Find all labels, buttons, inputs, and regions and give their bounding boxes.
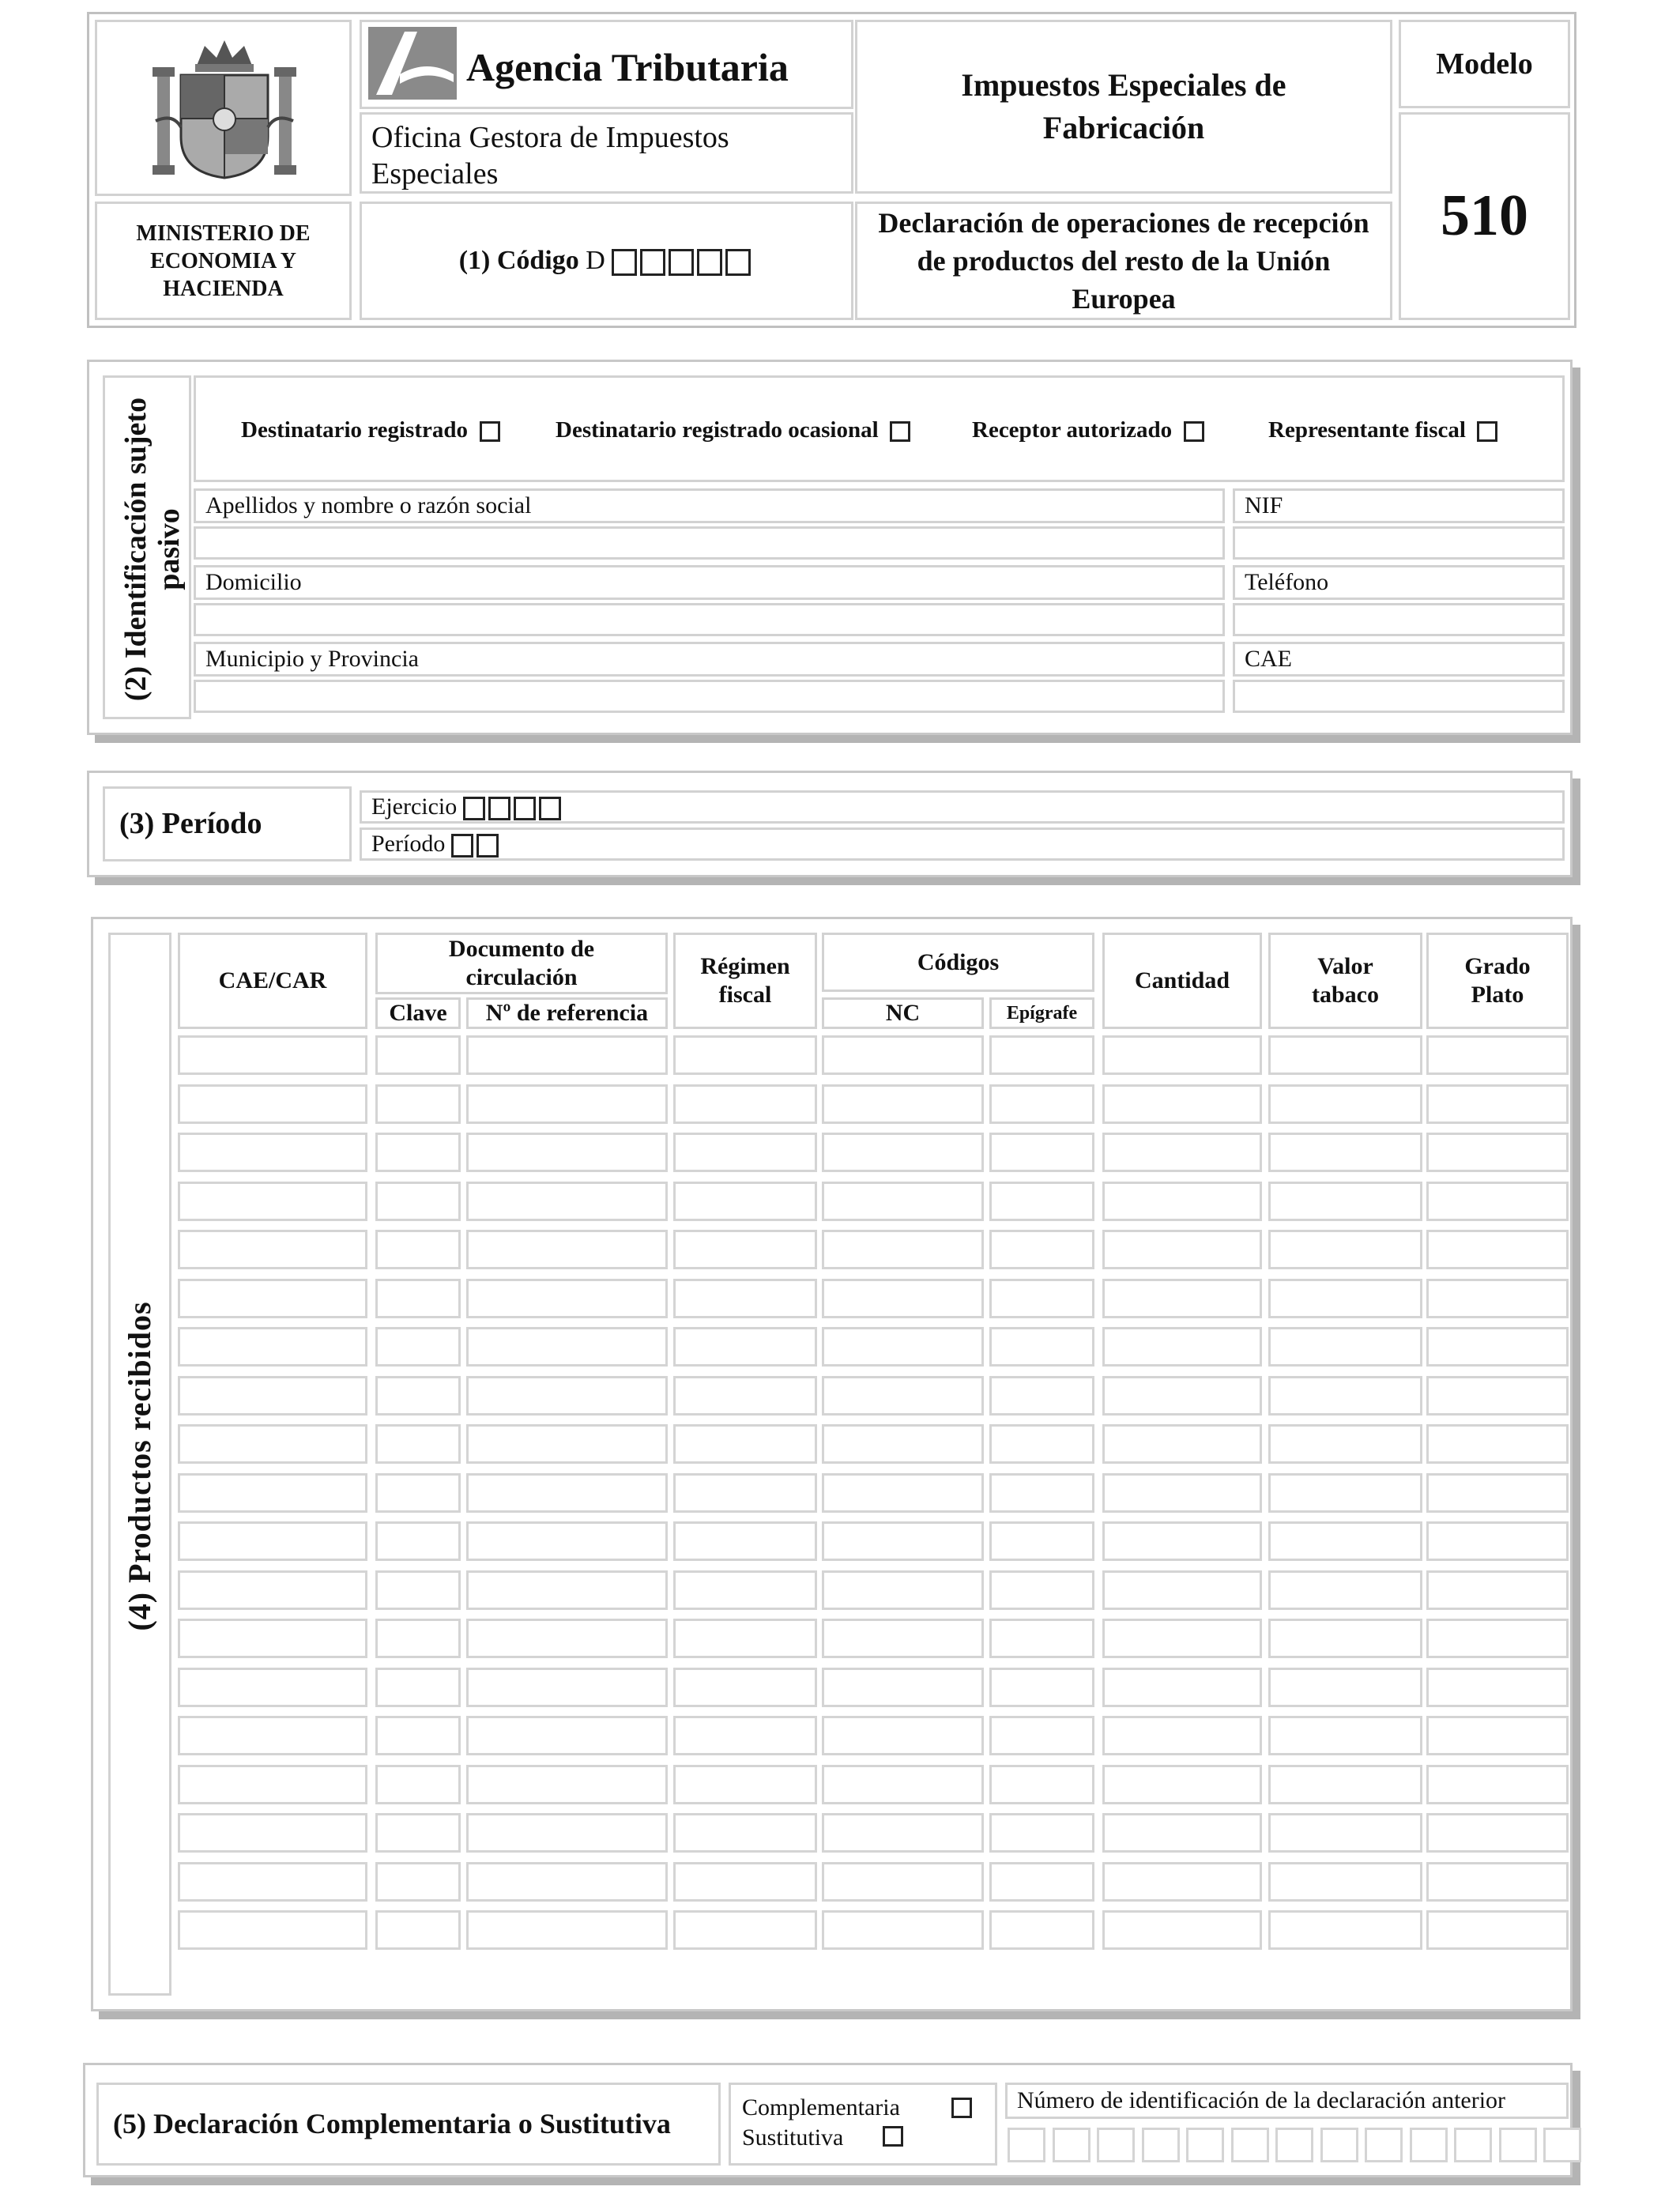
product-cell-nc[interactable] bbox=[822, 1473, 984, 1513]
codigo-digit-box[interactable] bbox=[640, 249, 665, 276]
product-cell-clave[interactable] bbox=[375, 1230, 461, 1269]
product-cell-epigrafe[interactable] bbox=[989, 1619, 1094, 1658]
product-cell-valor-tabaco[interactable] bbox=[1268, 1182, 1422, 1221]
product-cell-regimen[interactable] bbox=[673, 1035, 817, 1075]
checkbox[interactable] bbox=[890, 421, 910, 442]
numero-digit-box[interactable] bbox=[1053, 2128, 1090, 2162]
product-cell-clave[interactable] bbox=[375, 1570, 461, 1610]
declaration-title: Declaración de operaciones de recepción de productos del resto de la Unión Europea bbox=[878, 207, 1369, 315]
product-cell-nc[interactable] bbox=[822, 1327, 984, 1367]
product-cell-clave[interactable] bbox=[375, 1084, 461, 1124]
product-cell-grado-plato[interactable] bbox=[1426, 1327, 1569, 1367]
product-cell-cantidad[interactable] bbox=[1102, 1668, 1262, 1707]
product-cell-regimen[interactable] bbox=[673, 1182, 817, 1221]
section3-title-cell bbox=[103, 786, 352, 861]
name-label-cell bbox=[194, 488, 1225, 523]
product-cell-cae-car[interactable] bbox=[178, 1765, 367, 1804]
option-destinatario-ocasional[interactable]: Destinatario registrado ocasional bbox=[556, 417, 910, 443]
numero-digit-box[interactable] bbox=[1499, 2128, 1537, 2162]
product-cell-nc[interactable] bbox=[822, 1230, 984, 1269]
office-name: Oficina Gestora de Impuestos Especiales bbox=[371, 121, 729, 190]
nif-label-cell bbox=[1233, 488, 1565, 523]
section3-title: (3) Período bbox=[119, 807, 262, 840]
product-cell-clave[interactable] bbox=[375, 1521, 461, 1561]
codigo-digit-box[interactable] bbox=[697, 249, 722, 276]
product-cell-valor-tabaco[interactable] bbox=[1268, 1813, 1422, 1853]
product-cell-regimen[interactable] bbox=[673, 1473, 817, 1513]
product-cell-valor-tabaco[interactable] bbox=[1268, 1619, 1422, 1658]
product-cell-cae-car[interactable] bbox=[178, 1668, 367, 1707]
product-cell-regimen[interactable] bbox=[673, 1376, 817, 1416]
product-cell-nc[interactable] bbox=[822, 1910, 984, 1950]
nif-label: NIF bbox=[1245, 492, 1283, 518]
header-clave: Clave bbox=[375, 997, 461, 1029]
product-cell-grado-plato[interactable] bbox=[1426, 1424, 1569, 1464]
numero-digit-box[interactable] bbox=[1097, 2128, 1135, 2162]
product-cell-nc[interactable] bbox=[822, 1813, 984, 1853]
product-cell-cae-car[interactable] bbox=[178, 1084, 367, 1124]
product-cell-valor-tabaco[interactable] bbox=[1268, 1521, 1422, 1561]
product-cell-clave[interactable] bbox=[375, 1182, 461, 1221]
product-cell-cae-car[interactable] bbox=[178, 1327, 367, 1367]
header-referencia: Nº de referencia bbox=[466, 997, 668, 1029]
product-cell-referencia[interactable] bbox=[466, 1910, 668, 1950]
product-cell-cantidad[interactable] bbox=[1102, 1133, 1262, 1172]
product-cell-grado-plato[interactable] bbox=[1426, 1619, 1569, 1658]
product-cell-cantidad[interactable] bbox=[1102, 1910, 1262, 1950]
numero-digit-box[interactable] bbox=[1186, 2128, 1224, 2162]
product-cell-cantidad[interactable] bbox=[1102, 1084, 1262, 1124]
product-cell-cae-car[interactable] bbox=[178, 1619, 367, 1658]
section4-title: (4) Productos recibidos bbox=[122, 1301, 157, 1631]
product-cell-referencia[interactable] bbox=[466, 1424, 668, 1464]
numero-digit-box[interactable] bbox=[1454, 2128, 1492, 2162]
product-cell-clave[interactable] bbox=[375, 1424, 461, 1464]
municipio-input[interactable] bbox=[194, 680, 1225, 713]
product-cell-regimen[interactable] bbox=[673, 1084, 817, 1124]
product-cell-cantidad[interactable] bbox=[1102, 1813, 1262, 1853]
product-cell-nc[interactable] bbox=[822, 1521, 984, 1561]
product-cell-grado-plato[interactable] bbox=[1426, 1862, 1569, 1902]
option-receptor-autorizado[interactable]: Receptor autorizado bbox=[972, 417, 1204, 443]
product-cell-clave[interactable] bbox=[375, 1133, 461, 1172]
agency-logo-cell bbox=[360, 20, 853, 109]
cae-label-cell bbox=[1233, 642, 1565, 677]
section2-title: (2) Identificación sujeto pasivo bbox=[119, 397, 186, 702]
product-cell-epigrafe[interactable] bbox=[989, 1570, 1094, 1610]
numero-digit-box[interactable] bbox=[1543, 2128, 1581, 2162]
numero-digit-box[interactable] bbox=[1275, 2128, 1313, 2162]
product-cell-epigrafe[interactable] bbox=[989, 1473, 1094, 1513]
header-cantidad: Cantidad bbox=[1102, 933, 1262, 1029]
telefono-input[interactable] bbox=[1233, 603, 1565, 636]
product-cell-grado-plato[interactable] bbox=[1426, 1279, 1569, 1318]
product-cell-grado-plato[interactable] bbox=[1426, 1230, 1569, 1269]
product-cell-nc[interactable] bbox=[822, 1424, 984, 1464]
product-cell-regimen[interactable] bbox=[673, 1230, 817, 1269]
tax-title: Impuestos Especiales de Fabricación bbox=[961, 67, 1286, 145]
product-cell-referencia[interactable] bbox=[466, 1133, 668, 1172]
header-regimen: Régimen fiscal bbox=[673, 933, 817, 1029]
product-cell-valor-tabaco[interactable] bbox=[1268, 1862, 1422, 1902]
periodo-digit-box[interactable] bbox=[451, 834, 473, 858]
product-cell-cantidad[interactable] bbox=[1102, 1473, 1262, 1513]
header-documento: Documento de circulación bbox=[375, 933, 668, 994]
product-cell-clave[interactable] bbox=[375, 1862, 461, 1902]
product-cell-cae-car[interactable] bbox=[178, 1716, 367, 1755]
product-cell-cantidad[interactable] bbox=[1102, 1376, 1262, 1416]
product-cell-clave[interactable] bbox=[375, 1279, 461, 1318]
ejercicio-digit-box[interactable] bbox=[539, 797, 561, 820]
product-cell-referencia[interactable] bbox=[466, 1716, 668, 1755]
product-cell-cae-car[interactable] bbox=[178, 1230, 367, 1269]
header-valor-tabaco: Valor tabaco bbox=[1268, 933, 1422, 1029]
product-cell-regimen[interactable] bbox=[673, 1133, 817, 1172]
product-cell-cantidad[interactable] bbox=[1102, 1570, 1262, 1610]
product-cell-nc[interactable] bbox=[822, 1279, 984, 1318]
product-cell-clave[interactable] bbox=[375, 1716, 461, 1755]
product-cell-nc[interactable] bbox=[822, 1570, 984, 1610]
product-cell-regimen[interactable] bbox=[673, 1521, 817, 1561]
product-cell-clave[interactable] bbox=[375, 1327, 461, 1367]
product-cell-nc[interactable] bbox=[822, 1376, 984, 1416]
product-cell-cantidad[interactable] bbox=[1102, 1862, 1262, 1902]
numero-digit-box[interactable] bbox=[1410, 2128, 1448, 2162]
agencia-tributaria-logo-icon bbox=[368, 27, 457, 100]
ministry-cell bbox=[95, 202, 352, 320]
telefono-label: Teléfono bbox=[1245, 569, 1329, 595]
product-cell-valor-tabaco[interactable] bbox=[1268, 1716, 1422, 1755]
product-cell-referencia[interactable] bbox=[466, 1279, 668, 1318]
option-destinatario-registrado[interactable]: Destinatario registrado bbox=[241, 417, 500, 443]
ministry-name: MINISTERIO DE ECONOMIA Y HACIENDA bbox=[136, 221, 311, 301]
codigo-digits[interactable] bbox=[612, 246, 754, 276]
product-cell-referencia[interactable] bbox=[466, 1376, 668, 1416]
product-cell-regimen[interactable] bbox=[673, 1279, 817, 1318]
product-cell-nc[interactable] bbox=[822, 1862, 984, 1902]
office-cell bbox=[360, 112, 853, 194]
product-cell-cantidad[interactable] bbox=[1102, 1279, 1262, 1318]
product-cell-regimen[interactable] bbox=[673, 1813, 817, 1853]
ejercicio-field[interactable] bbox=[360, 790, 1565, 824]
product-cell-grado-plato[interactable] bbox=[1426, 1035, 1569, 1075]
section5-title: (5) Declaración Complementaria o Sustitutiva bbox=[113, 2108, 671, 2139]
checkbox[interactable] bbox=[1184, 421, 1204, 442]
numero-identificacion-label-cell bbox=[1005, 2083, 1569, 2119]
product-cell-epigrafe[interactable] bbox=[989, 1862, 1094, 1902]
product-cell-grado-plato[interactable] bbox=[1426, 1910, 1569, 1950]
product-cell-referencia[interactable] bbox=[466, 1668, 668, 1707]
product-cell-nc[interactable] bbox=[822, 1084, 984, 1124]
domicilio-label: Domicilio bbox=[205, 569, 302, 595]
product-cell-epigrafe[interactable] bbox=[989, 1035, 1094, 1075]
product-cell-clave[interactable] bbox=[375, 1619, 461, 1658]
product-cell-referencia[interactable] bbox=[466, 1230, 668, 1269]
product-cell-epigrafe[interactable] bbox=[989, 1084, 1094, 1124]
municipio-label-cell bbox=[194, 642, 1225, 677]
periodo-digit-box[interactable] bbox=[477, 834, 499, 858]
product-cell-epigrafe[interactable] bbox=[989, 1765, 1094, 1804]
periodo-field[interactable] bbox=[360, 827, 1565, 861]
product-cell-cantidad[interactable] bbox=[1102, 1182, 1262, 1221]
product-cell-referencia[interactable] bbox=[466, 1570, 668, 1610]
checkbox[interactable] bbox=[883, 2126, 903, 2147]
product-cell-valor-tabaco[interactable] bbox=[1268, 1473, 1422, 1513]
product-cell-cae-car[interactable] bbox=[178, 1182, 367, 1221]
product-cell-valor-tabaco[interactable] bbox=[1268, 1424, 1422, 1464]
product-cell-nc[interactable] bbox=[822, 1133, 984, 1172]
product-cell-referencia[interactable] bbox=[466, 1473, 668, 1513]
product-cell-epigrafe[interactable] bbox=[989, 1424, 1094, 1464]
product-cell-valor-tabaco[interactable] bbox=[1268, 1668, 1422, 1707]
product-cell-valor-tabaco[interactable] bbox=[1268, 1230, 1422, 1269]
domicilio-input[interactable] bbox=[194, 603, 1225, 636]
name-input[interactable] bbox=[194, 526, 1225, 560]
product-cell-nc[interactable] bbox=[822, 1619, 984, 1658]
header-nc: NC bbox=[822, 997, 984, 1029]
periodo-label: Período bbox=[371, 831, 446, 857]
header-codigos: Códigos bbox=[822, 933, 1094, 992]
product-cell-valor-tabaco[interactable] bbox=[1268, 1910, 1422, 1950]
numero-digit-box[interactable] bbox=[1231, 2128, 1269, 2162]
product-cell-valor-tabaco[interactable] bbox=[1268, 1035, 1422, 1075]
product-cell-cae-car[interactable] bbox=[178, 1910, 367, 1950]
cae-input[interactable] bbox=[1233, 680, 1565, 713]
codigo-cell bbox=[360, 202, 853, 320]
codigo-digit-box[interactable] bbox=[669, 249, 694, 276]
ejercicio-digit-box[interactable] bbox=[463, 797, 485, 820]
sustitutiva-option[interactable]: Sustitutiva bbox=[742, 2123, 984, 2153]
product-cell-cae-car[interactable] bbox=[178, 1570, 367, 1610]
numero-digit-box[interactable] bbox=[1142, 2128, 1180, 2162]
product-cell-valor-tabaco[interactable] bbox=[1268, 1133, 1422, 1172]
product-cell-cae-car[interactable] bbox=[178, 1473, 367, 1513]
ejercicio-digit-box[interactable] bbox=[514, 797, 536, 820]
product-cell-grado-plato[interactable] bbox=[1426, 1765, 1569, 1804]
product-cell-nc[interactable] bbox=[822, 1182, 984, 1221]
product-cell-clave[interactable] bbox=[375, 1035, 461, 1075]
product-cell-valor-tabaco[interactable] bbox=[1268, 1765, 1422, 1804]
product-cell-cantidad[interactable] bbox=[1102, 1424, 1262, 1464]
ejercicio-digit-box[interactable] bbox=[488, 797, 510, 820]
section5-title-cell bbox=[96, 2083, 721, 2166]
product-cell-nc[interactable] bbox=[822, 1765, 984, 1804]
product-cell-regimen[interactable] bbox=[673, 1619, 817, 1658]
product-cell-grado-plato[interactable] bbox=[1426, 1133, 1569, 1172]
product-cell-epigrafe[interactable] bbox=[989, 1376, 1094, 1416]
product-cell-referencia[interactable] bbox=[466, 1182, 668, 1221]
nif-input[interactable] bbox=[1233, 526, 1565, 560]
product-cell-epigrafe[interactable] bbox=[989, 1813, 1094, 1853]
product-cell-epigrafe[interactable] bbox=[989, 1133, 1094, 1172]
product-cell-cantidad[interactable] bbox=[1102, 1327, 1262, 1367]
codigo-prefix: D bbox=[586, 246, 605, 275]
telefono-label-cell bbox=[1233, 565, 1565, 600]
product-cell-nc[interactable] bbox=[822, 1035, 984, 1075]
numero-digit-box[interactable] bbox=[1365, 2128, 1403, 2162]
header-epigrafe: Epígrafe bbox=[989, 997, 1094, 1029]
product-cell-referencia[interactable] bbox=[466, 1862, 668, 1902]
complementaria-option[interactable]: Complementaria bbox=[742, 2093, 984, 2123]
codigo-digit-box[interactable] bbox=[725, 249, 751, 276]
product-cell-cantidad[interactable] bbox=[1102, 1619, 1262, 1658]
product-cell-referencia[interactable] bbox=[466, 1619, 668, 1658]
numero-digit-box[interactable] bbox=[1320, 2128, 1358, 2162]
product-cell-cae-car[interactable] bbox=[178, 1279, 367, 1318]
product-cell-clave[interactable] bbox=[375, 1813, 461, 1853]
product-cell-valor-tabaco[interactable] bbox=[1268, 1327, 1422, 1367]
product-cell-nc[interactable] bbox=[822, 1668, 984, 1707]
product-cell-epigrafe[interactable] bbox=[989, 1668, 1094, 1707]
product-cell-referencia[interactable] bbox=[466, 1084, 668, 1124]
product-cell-regimen[interactable] bbox=[673, 1716, 817, 1755]
product-cell-referencia[interactable] bbox=[466, 1327, 668, 1367]
product-cell-valor-tabaco[interactable] bbox=[1268, 1376, 1422, 1416]
product-cell-epigrafe[interactable] bbox=[989, 1182, 1094, 1221]
product-cell-regimen[interactable] bbox=[673, 1424, 817, 1464]
product-cell-epigrafe[interactable] bbox=[989, 1279, 1094, 1318]
product-cell-grado-plato[interactable] bbox=[1426, 1570, 1569, 1610]
product-cell-clave[interactable] bbox=[375, 1668, 461, 1707]
product-cell-valor-tabaco[interactable] bbox=[1268, 1084, 1422, 1124]
numero-digit-box[interactable] bbox=[1008, 2128, 1045, 2162]
product-cell-cae-car[interactable] bbox=[178, 1424, 367, 1464]
product-cell-cae-car[interactable] bbox=[178, 1376, 367, 1416]
product-cell-cae-car[interactable] bbox=[178, 1813, 367, 1853]
codigo-label: (1) Código bbox=[458, 246, 579, 275]
modelo-label-cell bbox=[1399, 20, 1570, 108]
product-cell-regimen[interactable] bbox=[673, 1765, 817, 1804]
product-cell-regimen[interactable] bbox=[673, 1570, 817, 1610]
product-cell-regimen[interactable] bbox=[673, 1327, 817, 1367]
product-cell-grado-plato[interactable] bbox=[1426, 1521, 1569, 1561]
numero-identificacion-label: Número de identificación de la declaración anterior bbox=[1017, 2087, 1506, 2113]
product-cell-epigrafe[interactable] bbox=[989, 1327, 1094, 1367]
header-grado-plato: Grado Plato bbox=[1426, 933, 1569, 1029]
name-label: Apellidos y nombre o razón social bbox=[205, 492, 532, 518]
product-cell-clave[interactable] bbox=[375, 1765, 461, 1804]
product-cell-grado-plato[interactable] bbox=[1426, 1716, 1569, 1755]
product-cell-epigrafe[interactable] bbox=[989, 1230, 1094, 1269]
modelo-number-cell bbox=[1399, 112, 1570, 320]
domicilio-label-cell bbox=[194, 565, 1225, 600]
complementaria-sustitutiva-cell bbox=[729, 2083, 997, 2166]
product-cell-regimen[interactable] bbox=[673, 1910, 817, 1950]
product-cell-cantidad[interactable] bbox=[1102, 1765, 1262, 1804]
product-cell-cantidad[interactable] bbox=[1102, 1035, 1262, 1075]
product-cell-cae-car[interactable] bbox=[178, 1862, 367, 1902]
checkbox[interactable] bbox=[480, 421, 500, 442]
product-cell-cae-car[interactable] bbox=[178, 1521, 367, 1561]
checkbox[interactable] bbox=[951, 2098, 972, 2118]
declaration-title-cell bbox=[855, 202, 1392, 320]
product-cell-referencia[interactable] bbox=[466, 1765, 668, 1804]
product-cell-epigrafe[interactable] bbox=[989, 1716, 1094, 1755]
product-cell-grado-plato[interactable] bbox=[1426, 1813, 1569, 1853]
header-cae-car: CAE/CAR bbox=[178, 933, 367, 1029]
product-cell-clave[interactable] bbox=[375, 1376, 461, 1416]
ejercicio-label: Ejercicio bbox=[371, 794, 458, 820]
coat-of-arms-cell bbox=[95, 20, 352, 196]
product-cell-referencia[interactable] bbox=[466, 1813, 668, 1853]
product-cell-regimen[interactable] bbox=[673, 1668, 817, 1707]
product-cell-grado-plato[interactable] bbox=[1426, 1182, 1569, 1221]
product-cell-valor-tabaco[interactable] bbox=[1268, 1570, 1422, 1610]
product-cell-cae-car[interactable] bbox=[178, 1035, 367, 1075]
product-cell-grado-plato[interactable] bbox=[1426, 1376, 1569, 1416]
option-representante-fiscal[interactable]: Representante fiscal bbox=[1268, 417, 1497, 443]
product-cell-grado-plato[interactable] bbox=[1426, 1084, 1569, 1124]
product-cell-regimen[interactable] bbox=[673, 1862, 817, 1902]
agency-name: Agencia Tributaria bbox=[466, 45, 789, 89]
codigo-digit-box[interactable] bbox=[612, 249, 637, 276]
product-cell-nc[interactable] bbox=[822, 1716, 984, 1755]
product-cell-cantidad[interactable] bbox=[1102, 1521, 1262, 1561]
product-cell-grado-plato[interactable] bbox=[1426, 1668, 1569, 1707]
product-cell-valor-tabaco[interactable] bbox=[1268, 1279, 1422, 1318]
checkbox[interactable] bbox=[1477, 421, 1497, 442]
modelo-number: 510 bbox=[1441, 183, 1528, 248]
product-cell-epigrafe[interactable] bbox=[989, 1910, 1094, 1950]
product-cell-referencia[interactable] bbox=[466, 1521, 668, 1561]
product-cell-referencia[interactable] bbox=[466, 1035, 668, 1075]
product-cell-epigrafe[interactable] bbox=[989, 1521, 1094, 1561]
product-cell-cantidad[interactable] bbox=[1102, 1230, 1262, 1269]
cae-label: CAE bbox=[1245, 646, 1292, 672]
coat-of-arms-icon bbox=[149, 34, 299, 184]
tax-title-cell bbox=[855, 20, 1392, 194]
product-cell-clave[interactable] bbox=[375, 1910, 461, 1950]
product-cell-cae-car[interactable] bbox=[178, 1133, 367, 1172]
modelo-label: Modelo bbox=[1436, 47, 1533, 81]
product-cell-grado-plato[interactable] bbox=[1426, 1473, 1569, 1513]
municipio-label: Municipio y Provincia bbox=[205, 646, 419, 672]
product-cell-clave[interactable] bbox=[375, 1473, 461, 1513]
product-cell-cantidad[interactable] bbox=[1102, 1716, 1262, 1755]
